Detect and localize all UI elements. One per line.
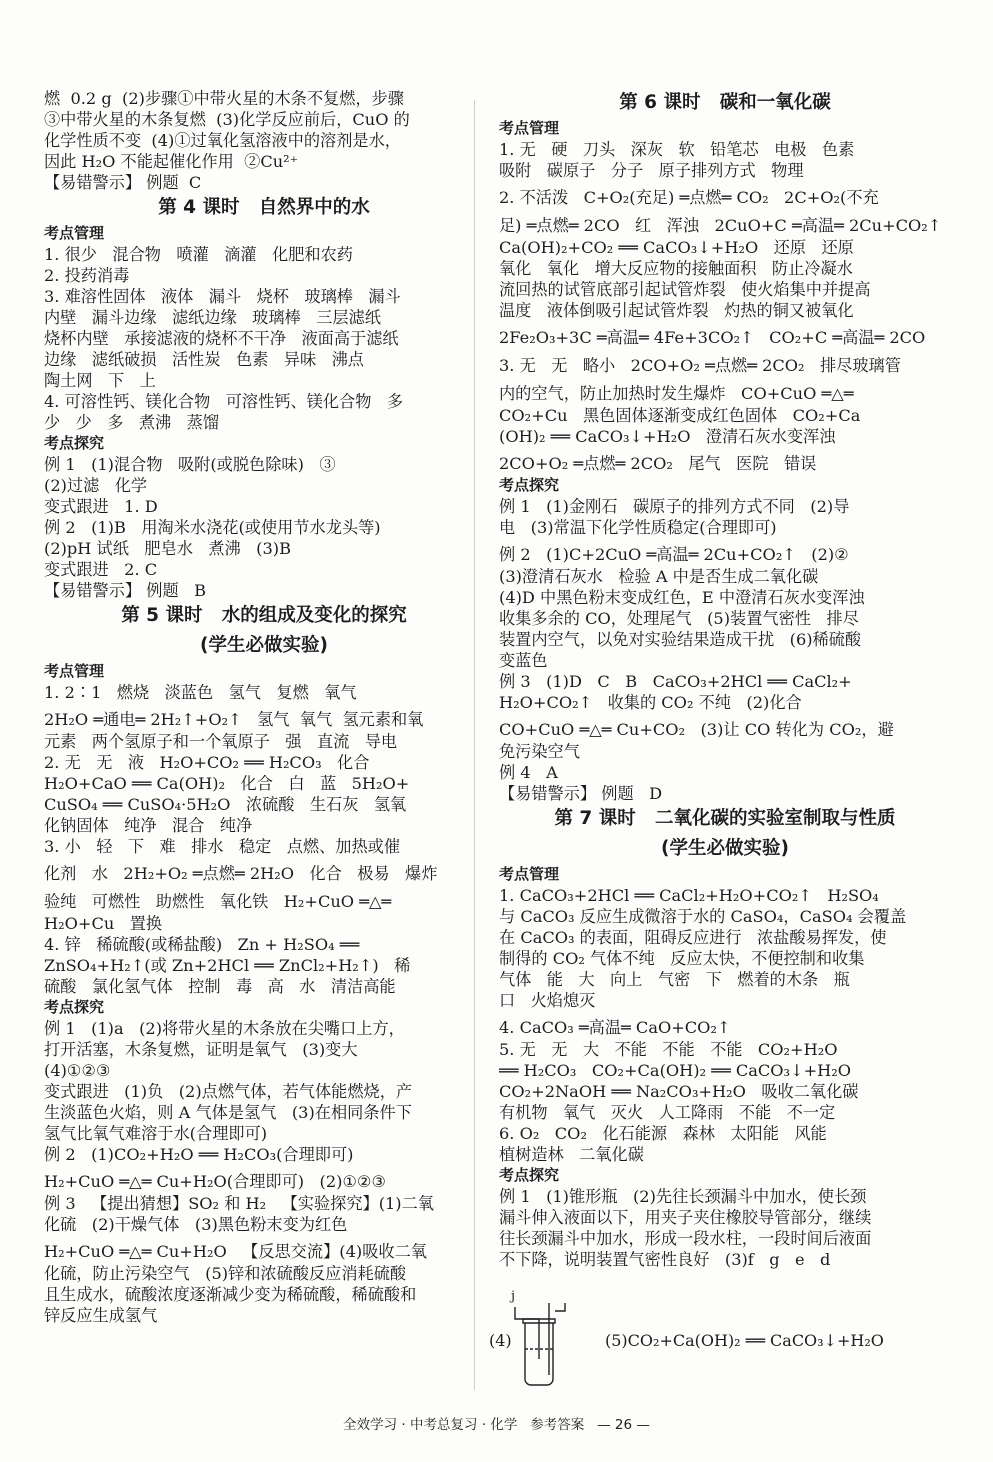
answer-line: 免污染空气 bbox=[499, 742, 580, 761]
answer-line: 变蓝色 bbox=[499, 651, 548, 670]
answer-line: 2. 不活泼 C+O₂(充足) ═点燃═ CO₂ 2C+O₂(不充 bbox=[499, 188, 879, 207]
subsection-label: 考点管理 bbox=[499, 119, 560, 137]
answer-line: (4)D 中黑色粉末变成红色，E 中澄清石灰水变浑浊 bbox=[499, 588, 865, 607]
subsection-label: 考点探究 bbox=[499, 1166, 560, 1184]
answer-line: 例 1 (1)金刚石 碳原子的排列方式不同 (2)导 bbox=[499, 497, 850, 516]
section-heading: 第 6 课时 碳和一氧化碳 bbox=[619, 92, 831, 113]
page-footer: 全效学习 · 中考总复习 · 化学 参考答案 — 26 — bbox=[343, 1417, 650, 1433]
answer-line: H₂+CuO ═△═ Cu+H₂O(合理即可) (2)①②③ bbox=[44, 1172, 387, 1191]
answer-line: ③中带火星的木条复燃 (3)化学反应前后，CuO 的 bbox=[44, 110, 410, 129]
section-heading: 第 7 课时 二氧化碳的实验室制取与性质 bbox=[554, 808, 896, 829]
answer-line: 在 CaCO₃ 的表面，阻碍反应进行 浓盐酸易挥发，使 bbox=[499, 928, 887, 947]
subsection-label: 考点探究 bbox=[44, 998, 105, 1016]
answer-line: 化硫 (2)干燥气体 (3)黑色粉末变为红色 bbox=[44, 1215, 348, 1234]
answer-line: (3)澄清石灰水 检验 A 中是否生成二氧化碳 bbox=[499, 567, 819, 586]
subsection-label: 考点管理 bbox=[44, 662, 105, 680]
answer-line: 变式跟进 (1)负 (2)点燃气体，若气体能燃烧，产 bbox=[44, 1082, 413, 1101]
answer-line: CO₂+2NaOH ══ Na₂CO₃+H₂O 吸收二氧化碳 bbox=[499, 1082, 859, 1101]
answer-line: 1. 2∶1 燃烧 淡蓝色 氢气 复燃 氧气 bbox=[44, 683, 357, 702]
answer-line: 漏斗伸入液面以下，用夹子夹住橡胶导管部分，继续 bbox=[499, 1208, 872, 1227]
section-heading: 第 5 课时 水的组成及变化的探究 bbox=[121, 605, 407, 626]
answer-line: 且生成水，硫酸浓度逐渐减少变为稀硫酸，稀硫酸和 bbox=[44, 1285, 417, 1304]
answer-line: 例 2 (1)C+2CuO ═高温═ 2Cu+CO₂↑ (2)② bbox=[499, 545, 849, 564]
answer-line: 化剂 水 2H₂+O₂ ═点燃═ 2H₂O 化合 极易 爆炸 bbox=[44, 864, 438, 883]
answer-line: 不下降，说明装置气密性良好 (3)f g e d bbox=[499, 1250, 831, 1269]
answer-line: H₂+CuO ═△═ Cu+H₂O 【反思交流】(4)吸收二氧 bbox=[44, 1242, 427, 1261]
answer-line: 变式跟进 2. C bbox=[44, 560, 158, 579]
subsection-label: 考点管理 bbox=[44, 224, 105, 242]
answer-line: ZnSO₄+H₂↑(或 Zn+2HCl ══ ZnCl₂+H₂↑) 稀 bbox=[44, 956, 411, 975]
subsection-label: 考点探究 bbox=[499, 476, 560, 494]
answer-line: Ca(OH)₂+CO₂ ══ CaCO₃↓+H₂O 还原 还原 bbox=[499, 238, 854, 257]
answer-line: 电 (3)常温下化学性质稳定(合理即可) bbox=[499, 518, 777, 537]
left-column bbox=[44, 88, 484, 1326]
answer-line: 内壁 漏斗边缘 滤纸边缘 玻璃棒 三层滤纸 bbox=[44, 308, 381, 327]
answer-line: (2)pH 试纸 肥皂水 煮沸 (3)B bbox=[44, 539, 292, 558]
answer-line: 3. 小 轻 下 难 排水 稳定 点燃、加热或催 bbox=[44, 837, 401, 856]
answer-line: 6. O₂ CO₂ 化石能源 森林 太阳能 风能 bbox=[499, 1124, 827, 1143]
answer-line: 与 CaCO₃ 反应生成微溶于水的 CaSO₄，CaSO₄ 会覆盖 bbox=[499, 907, 907, 926]
gas-bottle-icon bbox=[509, 1293, 569, 1389]
answer-line: 例 1 (1)锥形瓶 (2)先往长颈漏斗中加水，使长颈 bbox=[499, 1187, 867, 1206]
answer-line: 硫酸 氯化氢气体 控制 毒 高 水 清洁高能 bbox=[44, 977, 396, 996]
answer-line: 1. 很少 混合物 喷灌 滴灌 化肥和农药 bbox=[44, 245, 353, 264]
answer-line: 1. 无 硬 刀头 深灰 软 铅笔芯 电极 色素 bbox=[499, 140, 855, 159]
answer-line: 2CO+O₂ ═点燃═ 2CO₂ 尾气 医院 错误 bbox=[499, 454, 817, 473]
answer-line: 2. 投药消毒 bbox=[44, 266, 130, 285]
answer-line: 氢气比氧气难溶于水(合理即可) bbox=[44, 1124, 268, 1143]
answer-line: (2)过滤 化学 bbox=[44, 476, 148, 495]
answer-line: 流回热的试管底部引起试管炸裂 使火焰集中并提高 bbox=[499, 280, 871, 299]
answer-line: 因此 H₂O 不能起催化作用 ②Cu²⁺ bbox=[44, 152, 299, 171]
answer-line: 例 1 (1)混合物 吸附(或脱色除味) ③ bbox=[44, 455, 336, 474]
figure-equation-5: (5)CO₂+Ca(OH)₂ ══ CaCO₃↓+H₂O bbox=[605, 1331, 884, 1350]
answer-line: 3. 难溶性固体 液体 漏斗 烧杯 玻璃棒 漏斗 bbox=[44, 287, 401, 306]
answer-line: 化学性质不变 (4)①过氧化氢溶液中的溶剂是水， bbox=[44, 131, 401, 150]
answer-line: CuSO₄ ══ CuSO₄·5H₂O 浓硫酸 生石灰 氢氧 bbox=[44, 795, 407, 814]
answer-line: CO₂+Cu 黑色固体逐渐变成红色固体 CO₂+Ca bbox=[499, 406, 861, 425]
answer-line: H₂O+CaO ══ Ca(OH)₂ 化合 白 蓝 5H₂O+ bbox=[44, 774, 410, 793]
answer-line: CO+CuO ═△═ Cu+CO₂ (3)让 CO 转化为 CO₂，避 bbox=[499, 720, 894, 739]
answer-line: 燃 0.2 g (2)步骤①中带火星的木条不复燃，步骤 bbox=[44, 89, 404, 108]
subsection-label: 考点探究 bbox=[44, 434, 105, 452]
answer-line: 收集多余的 CO，处理尾气 (5)装置气密性 排尽 bbox=[499, 609, 859, 628]
answer-line: 有机物 氧气 灭火 人工降雨 不能 不一定 bbox=[499, 1103, 836, 1122]
answer-line: (4)①②③ bbox=[44, 1061, 111, 1080]
answer-line: 2. 无 无 液 H₂O+CO₂ ══ H₂CO₃ 化合 bbox=[44, 753, 370, 772]
answer-line: 5. 无 无 大 不能 不能 不能 CO₂+H₂O bbox=[499, 1040, 838, 1059]
figure-label-4: (4) bbox=[489, 1331, 512, 1350]
answer-line: 制得的 CO₂ 气体不纯 反应太快，不便控制和收集 bbox=[499, 949, 865, 968]
figure-label-j: j bbox=[511, 1289, 516, 1304]
answer-line: 植树造林 二氧化碳 bbox=[499, 1145, 644, 1164]
answer-line: H₂O+Cu 置换 bbox=[44, 914, 163, 933]
answer-line: 2H₂O ═通电═ 2H₂↑+O₂↑ 氢气 氧气 氢元素和氧 bbox=[44, 710, 424, 729]
answer-line: 足) ═点燃═ 2CO 红 浑浊 2CuO+C ═高温═ 2Cu+CO₂↑ bbox=[499, 216, 942, 235]
answer-line: 吸附 碳原子 分子 原子排列方式 物理 bbox=[499, 161, 804, 180]
section-heading: (学生必做实验) bbox=[661, 838, 789, 859]
answer-line: 4. CaCO₃ ═高温═ CaO+CO₂↑ bbox=[499, 1018, 731, 1037]
answer-line: 陶土网 下 上 bbox=[44, 371, 156, 390]
answer-line: 烧杯内壁 承接滤液的烧杯不干净 液面高于滤纸 bbox=[44, 329, 399, 348]
answer-line: H₂O+CO₂↑ 收集的 CO₂ 不纯 (2)化合 bbox=[499, 693, 802, 712]
answer-line: 边缘 滤纸破损 活性炭 色素 异味 沸点 bbox=[44, 350, 364, 369]
answer-line: ══ H₂CO₃ CO₂+Ca(OH)₂ ══ CaCO₃↓+H₂O bbox=[499, 1061, 852, 1080]
answer-line: 3. 无 无 略小 2CO+O₂ ═点燃═ 2CO₂ 排尽玻璃管 bbox=[499, 356, 901, 375]
answer-line: 内的空气，防止加热时发生爆炸 CO+CuO ═△═ bbox=[499, 384, 854, 403]
right-column bbox=[499, 88, 951, 1270]
answer-line: 装置内空气，以免对实验结果造成干扰 (6)稀硫酸 bbox=[499, 630, 862, 649]
subsection-label: 考点管理 bbox=[499, 865, 560, 883]
answer-line: 化硫，防止污染空气 (5)锌和浓硫酸反应消耗硫酸 bbox=[44, 1264, 407, 1283]
section-heading: 第 4 课时 自然界中的水 bbox=[158, 197, 370, 218]
answer-line: 【易错警示】 例题 C bbox=[44, 173, 202, 192]
answer-line: 化钠固体 纯净 混合 纯净 bbox=[44, 816, 253, 835]
answer-line: 元素 两个氢原子和一个氧原子 强 直流 导电 bbox=[44, 732, 398, 751]
answer-line: 打开活塞，木条复燃，证明是氧气 (3)变大 bbox=[44, 1040, 358, 1059]
answer-line: 变式跟进 1. D bbox=[44, 497, 158, 516]
answer-line: (OH)₂ ══ CaCO₃↓+H₂O 澄清石灰水变浑浊 bbox=[499, 427, 836, 446]
answer-line: 例 1 (1)a (2)将带火星的木条放在尖嘴口上方， bbox=[44, 1019, 405, 1038]
gas-bottle-figure bbox=[489, 1289, 884, 1393]
answer-line: 温度 液体倒吸引起试管炸裂 灼热的铜又被氧化 bbox=[499, 301, 854, 320]
answer-line: 例 2 (1)B 用淘米水浇花(或使用节水龙头等) bbox=[44, 518, 381, 537]
answer-line: 1. CaCO₃+2HCl ══ CaCl₂+H₂O+CO₂↑ H₂SO₄ bbox=[499, 886, 879, 905]
answer-line: 例 3 (1)D C B CaCO₃+2HCl ══ CaCl₂+ bbox=[499, 672, 852, 691]
section-heading: (学生必做实验) bbox=[200, 635, 328, 656]
answer-line: 例 3 【提出猜想】SO₂ 和 H₂ 【实验探究】(1)二氧 bbox=[44, 1194, 434, 1213]
answer-line: 例 2 (1)CO₂+H₂O ══ H₂CO₃(合理即可) bbox=[44, 1145, 354, 1164]
column-divider bbox=[474, 100, 475, 1390]
answer-line: 少 少 多 煮沸 蒸馏 bbox=[44, 413, 220, 432]
answer-line: 生淡蓝色火焰，则 A 气体是氢气 (3)在相同条件下 bbox=[44, 1103, 412, 1122]
answer-line: 4. 可溶性钙、镁化合物 可溶性钙、镁化合物 多 bbox=[44, 392, 404, 411]
answer-line: 锌反应生成氢气 bbox=[44, 1306, 158, 1325]
answer-line: 4. 锌 稀硫酸(或稀盐酸) Zn + H₂SO₄ ══ bbox=[44, 935, 360, 954]
answer-line: 验纯 可燃性 助燃性 氧化铁 H₂+CuO ═△═ bbox=[44, 892, 392, 911]
answer-line: 【易错警示】 例题 B bbox=[44, 581, 206, 600]
answer-line: 往长颈漏斗中加水，形成一段水柱，一段时间后液面 bbox=[499, 1229, 872, 1248]
answer-line: 例 4 A bbox=[499, 763, 558, 782]
answer-line: 口 火焰熄灭 bbox=[499, 991, 596, 1010]
answer-line: 【易错警示】 例题 D bbox=[499, 784, 663, 803]
answer-line: 气体 能 大 向上 气密 下 燃着的木条 瓶 bbox=[499, 970, 850, 989]
answer-line: 2Fe₂O₃+3C ═高温═ 4Fe+3CO₂↑ CO₂+C ═高温═ 2CO bbox=[499, 328, 926, 347]
answer-line: 氧化 氧化 增大反应物的接触面积 防止冷凝水 bbox=[499, 259, 853, 278]
